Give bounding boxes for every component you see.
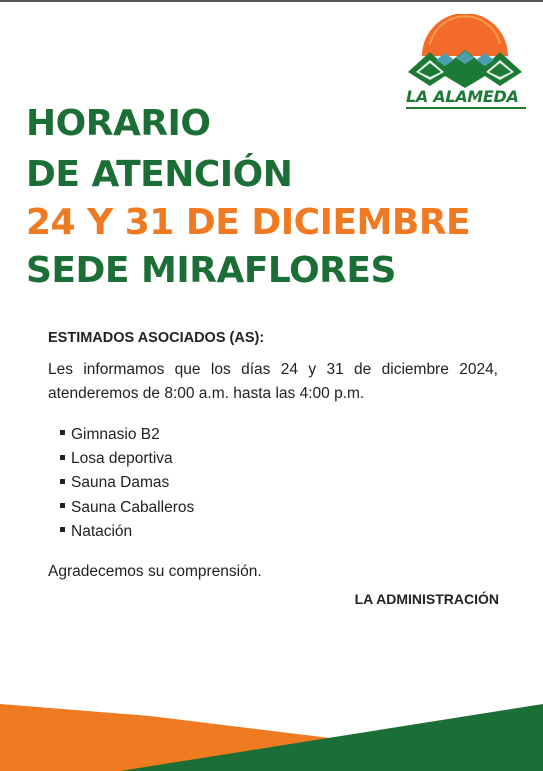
bullet-icon xyxy=(60,455,65,460)
service-name: Losa deportiva xyxy=(71,450,173,468)
service-name: Sauna Caballeros xyxy=(71,498,195,516)
service-name: Sauna Damas xyxy=(71,474,170,492)
paragraph-line-1: Les informamos que los días 24 y 31 de diciembre 2024, xyxy=(48,361,498,378)
list-item xyxy=(60,520,194,544)
logo-emblem-icon xyxy=(400,14,532,90)
bullet-icon xyxy=(60,430,65,435)
bullet-icon xyxy=(60,503,65,508)
list-item xyxy=(60,496,194,520)
greeting: ESTIMADOS ASOCIADOS (AS): xyxy=(48,330,265,346)
services-list xyxy=(60,423,194,544)
list-item xyxy=(60,447,194,471)
logo-underline xyxy=(406,107,526,109)
headline-line-1: HORARIO xyxy=(26,103,211,144)
list-item xyxy=(60,471,194,495)
signature: LA ADMINISTRACIÓN xyxy=(354,591,499,607)
bullet-icon xyxy=(60,479,65,484)
logo-wordmark: LA ALAMEDA xyxy=(406,87,519,106)
footer-decoration xyxy=(0,700,543,771)
headline-location: SEDE MIRAFLORES xyxy=(26,250,396,291)
service-name: Natación xyxy=(71,522,133,540)
closing-text: Agradecemos su comprensión. xyxy=(48,563,262,580)
top-rule xyxy=(0,0,543,2)
la-alameda-logo xyxy=(400,14,532,114)
headline-line-2: DE ATENCIÓN xyxy=(26,154,293,195)
headline-dates: 24 Y 31 DE DICIEMBRE xyxy=(26,202,471,243)
paragraph-line-2: atenderemos de 8:00 a.m. hasta las 4:00 p.m. xyxy=(48,385,365,402)
service-name: Gimnasio B2 xyxy=(71,426,160,443)
bullet-icon xyxy=(60,527,65,532)
list-item xyxy=(60,423,194,447)
